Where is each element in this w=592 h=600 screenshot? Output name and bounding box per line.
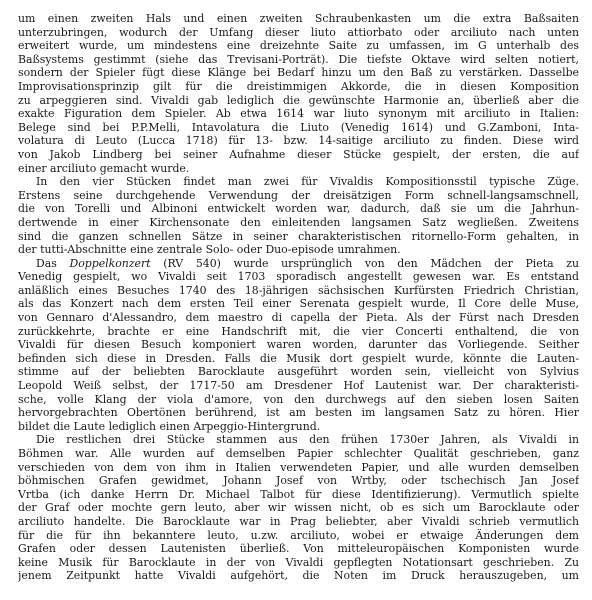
text-line: Belege sind bei P.P.Melli, Intavolatura die Liuto (Venedig 1614) und G.Zamboni, Inta- — [18, 120, 579, 134]
text-line: Das Doppelkonzert (RV 540) wurde ursprünglich von den Mädchen der Pieta zu — [36, 256, 579, 270]
text-line: Baßsystems gestimmt (siehe das Trevisani-Porträt). Die tiefste Oktave wird selten notiert, — [18, 52, 579, 66]
text-line: einer arciliuto gemacht wurde. — [18, 161, 190, 175]
text-line: sche, volle Klang der viola d'amore, von den durchwegs auf den sieben losen Saiten — [18, 392, 579, 406]
text-line: von Gennaro d'Alessandro, dem maestro di capella der Pieta. Als der Fürst nach Dresden — [18, 311, 579, 325]
text-line: Vrtba (ich danke Herrn Dr. Michael Talbot für diese Identifizierung). Vermutlich spielte — [18, 487, 579, 501]
text-line: Leopold Weiß selbst, der 1717-50 am Dresdener Hof Lautenist war. Der charakteristi- — [18, 379, 579, 393]
text-line: Erstens seine durchgehende Verwendung der dreisätzigen Form schnell-langsamschnell, — [18, 188, 579, 202]
paragraph-1 — [18, 12, 579, 175]
text-line: von Jakob Lindberg bei seiner Aufnahme dieser Stücke gespielt, der ersten, die auf — [18, 147, 579, 161]
text-line: der tutti-Abschnitte eine zentrale Solo- oder Duo-episode umrahmen. — [18, 243, 401, 257]
paragraph-4 — [18, 433, 579, 583]
text-line: als das Konzert nach dem ersten Teil einer Serenata gespielt wurde, Il Core delle Muse, — [18, 297, 579, 311]
text-line: erweitert wurde, um mindestens eine dreizehnte Saite zu umfassen, im G unterhalb des — [18, 39, 579, 53]
text-line: keine Musik für Barocklaute in der von Vivaldi gepflegten Notationsart geschrieben. Zu — [18, 555, 579, 569]
text-line: exakte Figuration dem Spieler. Ab etwa 1614 war liuto synonym mit arciliuto in Italien: — [18, 107, 579, 121]
text-line: verschieden von dem von ihm in Italien verwendeten Papier, und alle wurden demselben — [18, 460, 579, 474]
text-line: hervorgebrachten Obertönen berührend, ist am besten im langsamen Satz zu hören. Hier — [18, 406, 579, 420]
text-line: In den vier Stücken findet man zwei für Vivaldis Kompositionsstil typische Züge. — [36, 175, 579, 189]
text-line: unterzubringen, wodurch der Umfang dieser liuto attiorbato oder arciliuto nach unten — [18, 25, 579, 39]
text-line: die von Torelli und Albinoni entwickelt worden war, dadurch, daß sie um die Jahrhun- — [18, 202, 579, 216]
text-line: sind die ganzen schnellen Sätze in seiner charakteristischen ritornello-Form gehalten, in — [18, 229, 579, 243]
text-line: Böhmen war. Alle wurden auf demselben Papier schlechter Qualität geschrieben, ganz — [18, 447, 579, 460]
text-line: bildet die Laute lediglich einen Arpeggio-Hintergrund. — [18, 419, 321, 433]
text-line: der Graf oder mochte gern leuto, aber wir wissen nicht, ob es sich um Barocklaute oder — [18, 501, 579, 515]
text-line: für die für ihn bekanntere leuto, u.zw. arciliuto, wobei er etwaige Änderungen dem — [18, 528, 579, 542]
paragraph-2 — [18, 175, 579, 257]
text-line: anläßlich eines Besuches 1740 des 18-jährigen sächsischen Kurfürsten Friedrich Christian, — [18, 283, 579, 297]
text-line: dertwende in einer Kirchensonate den einleitenden langsamen Satz wegließen. Zweitens — [18, 215, 579, 229]
paragraph-3 — [18, 257, 579, 434]
text-line: arciliuto handelte. Die Barocklaute war in Prag beliebter, aber Vivaldi schrieb vermutlich — [18, 514, 579, 528]
text-line: Grafen oder dessen Lautenisten überließ. Von mitteleuropäischen Komponisten wurde — [18, 542, 579, 556]
text-line: um einen zweiten Hals und einen zweiten Schraubenkasten um die extra Baßsaiten — [18, 12, 579, 25]
text-line: jenem Zeitpunkt hatte Vivaldi aufgehört, die Noten im Druck herauszugeben, um — [18, 569, 579, 583]
text-line: Venedig gespielt, wo Vivaldi seit 1703 sporadisch angestellt gewesen war. Es entstand — [18, 270, 579, 284]
text-line: stimme auf der beliebten Barocklaute ausgeführt worden sein, vielleicht von Sylvius — [18, 365, 579, 379]
text-line: Vivaldi für diesen Besuch komponiert waren worden, darunter das Vorliegende. Seither — [18, 338, 579, 352]
text-line: befinden sich diese in Dresden. Falls die Musik dort gespielt wurde, könnte die Lauten- — [18, 351, 579, 365]
work-title-italic: Doppelkonzert — [69, 256, 151, 270]
text-line: Die restlichen drei Stücke stammen aus den frühen 1730er Jahren, als Vivaldi in — [36, 433, 579, 447]
text-line: sondern der Spieler fügt diese Klänge bei Bedarf hinzu um den Baß zu verstärken. Dasselbe — [18, 66, 579, 80]
text-line: volatura di Leuto (Lucca 1718) für 13- bzw. 14-saitige arciliuto zu finden. Diese wird — [18, 134, 579, 148]
text-line: zu arpeggieren sind. Vivaldi gab lediglich die gewünschte Harmonie an, überließ aber die — [18, 93, 579, 107]
text-line: Improvisationsprinzip gilt für die dreistimmigen Akkorde, die in diesen Komposition — [18, 79, 579, 93]
text-line: zurückkehrte, brachte er eine Handschrift mit, die vier Concerti enthaltend, die von — [18, 324, 579, 338]
text-line: böhmischen Grafen gewidmet, Johann Josef von Wrtby, oder tschechisch Jan Josef — [18, 474, 579, 488]
